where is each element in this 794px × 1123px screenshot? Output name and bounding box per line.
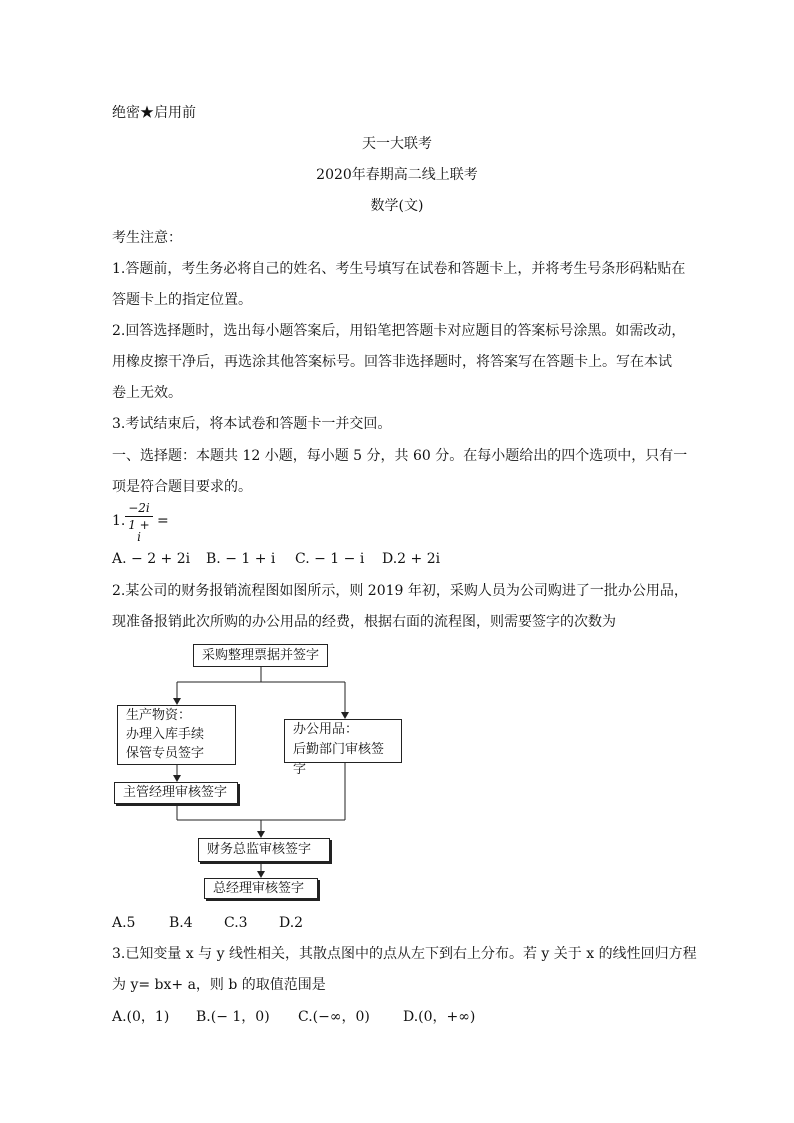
flow-start-label: 采购整理票据并签字 xyxy=(202,648,320,663)
flow-office-title: 办公用品： xyxy=(293,722,359,737)
q3-stem-line-1: 3.已知变量 x 与 y 线性相关，其散点图中的点从左下到右上分布。若 y 关于 x 的线性回归方程 xyxy=(112,946,697,962)
flow-start-box xyxy=(193,644,328,667)
q3-stem-line-2: 为 y= bx+ a，则 b 的取值范围是 xyxy=(112,977,326,993)
q1-option-c: C. − 1 − i xyxy=(295,551,365,567)
notice-title: 考生注意： xyxy=(112,230,182,246)
notice-item-2-line-3: 卷上无效。 xyxy=(112,385,182,401)
flow-finance-label: 财务总监审核签字 xyxy=(207,842,312,857)
q2-option-d: D.2 xyxy=(279,915,304,931)
q1-equals: = xyxy=(157,513,169,529)
flow-manager-label: 主管经理审核签字 xyxy=(123,785,228,800)
q2-option-b: B.4 xyxy=(169,915,193,931)
flow-office-step: 后勤部门审核签字 xyxy=(293,742,385,777)
notice-item-2-line-1: 2.回答选择题时，选出每小题答案后，用铅笔把答题卡对应题目的答案标号涂黑。如需改动， xyxy=(112,323,686,339)
notice-item-2-line-2: 用橡皮擦干净后，再选涂其他答案标号。回答非选择题时，将答案写在答题卡上。写在本试 xyxy=(112,354,672,370)
section-heading-line-2: 项是符合题目要求的。 xyxy=(112,479,252,495)
q1-option-a: A. − 2 + 2i xyxy=(112,551,191,567)
q1-numerator: −2i xyxy=(128,501,150,515)
q3-option-b: B.(− 1，0) xyxy=(196,1009,270,1025)
section-heading-line-1: 一、选择题：本题共 12 小题，每小题 5 分，共 60 分。在每小题给出的四个选项中，只有一 xyxy=(112,448,688,464)
exam-title: 2020年春期高二线上联考 xyxy=(316,167,478,183)
flow-manager-box xyxy=(114,782,238,804)
q3-option-d: D.(0，+∞) xyxy=(403,1009,476,1025)
q2-option-a: A.5 xyxy=(112,915,136,931)
flow-finance-box xyxy=(198,838,330,862)
q1-option-b: B. − 1 + i xyxy=(206,551,276,567)
flow-gm-label: 总经理审核签字 xyxy=(213,881,305,896)
q1-option-d: D.2 + 2i xyxy=(382,551,441,567)
notice-item-1-line-1: 1.答题前，考生务必将自己的姓名、考生号填写在试卷和答题卡上，并将考生号条形码粘贴在 xyxy=(112,261,686,277)
confidential-mark: 绝密★启用前 xyxy=(112,105,196,121)
q3-option-a: A.(0，1) xyxy=(112,1009,170,1025)
flow-office-box xyxy=(284,719,402,777)
q2-stem-line-2: 现准备报销此次所购的办公用品的经费，根据右面的流程图，则需要签字的次数为 xyxy=(112,614,616,630)
q1-denominator: 1 + i xyxy=(128,518,150,544)
notice-item-1-line-2: 答题卡上的指定位置。 xyxy=(112,292,252,308)
q2-option-c: C.3 xyxy=(224,915,248,931)
flow-production-step-1: 办理入库手续 xyxy=(126,727,205,742)
q3-option-c: C.(−∞，0) xyxy=(298,1009,370,1025)
flow-production-title: 生产物资： xyxy=(126,708,192,723)
exam-org-title: 天一大联考 xyxy=(362,136,432,152)
flow-gm-box xyxy=(204,878,318,899)
notice-item-3: 3.考试结束后，将本试卷和答题卡一并交回。 xyxy=(112,416,392,432)
flow-production-step-2: 保管专员签字 xyxy=(126,746,205,761)
subject-title: 数学(文) xyxy=(370,198,424,214)
flow-production-box xyxy=(117,705,236,765)
q1-number: 1. xyxy=(112,513,126,529)
q2-stem-line-1: 2.某公司的财务报销流程图如图所示，则 2019 年初，采购人员为公司购进了一批办公用品， xyxy=(112,583,688,599)
